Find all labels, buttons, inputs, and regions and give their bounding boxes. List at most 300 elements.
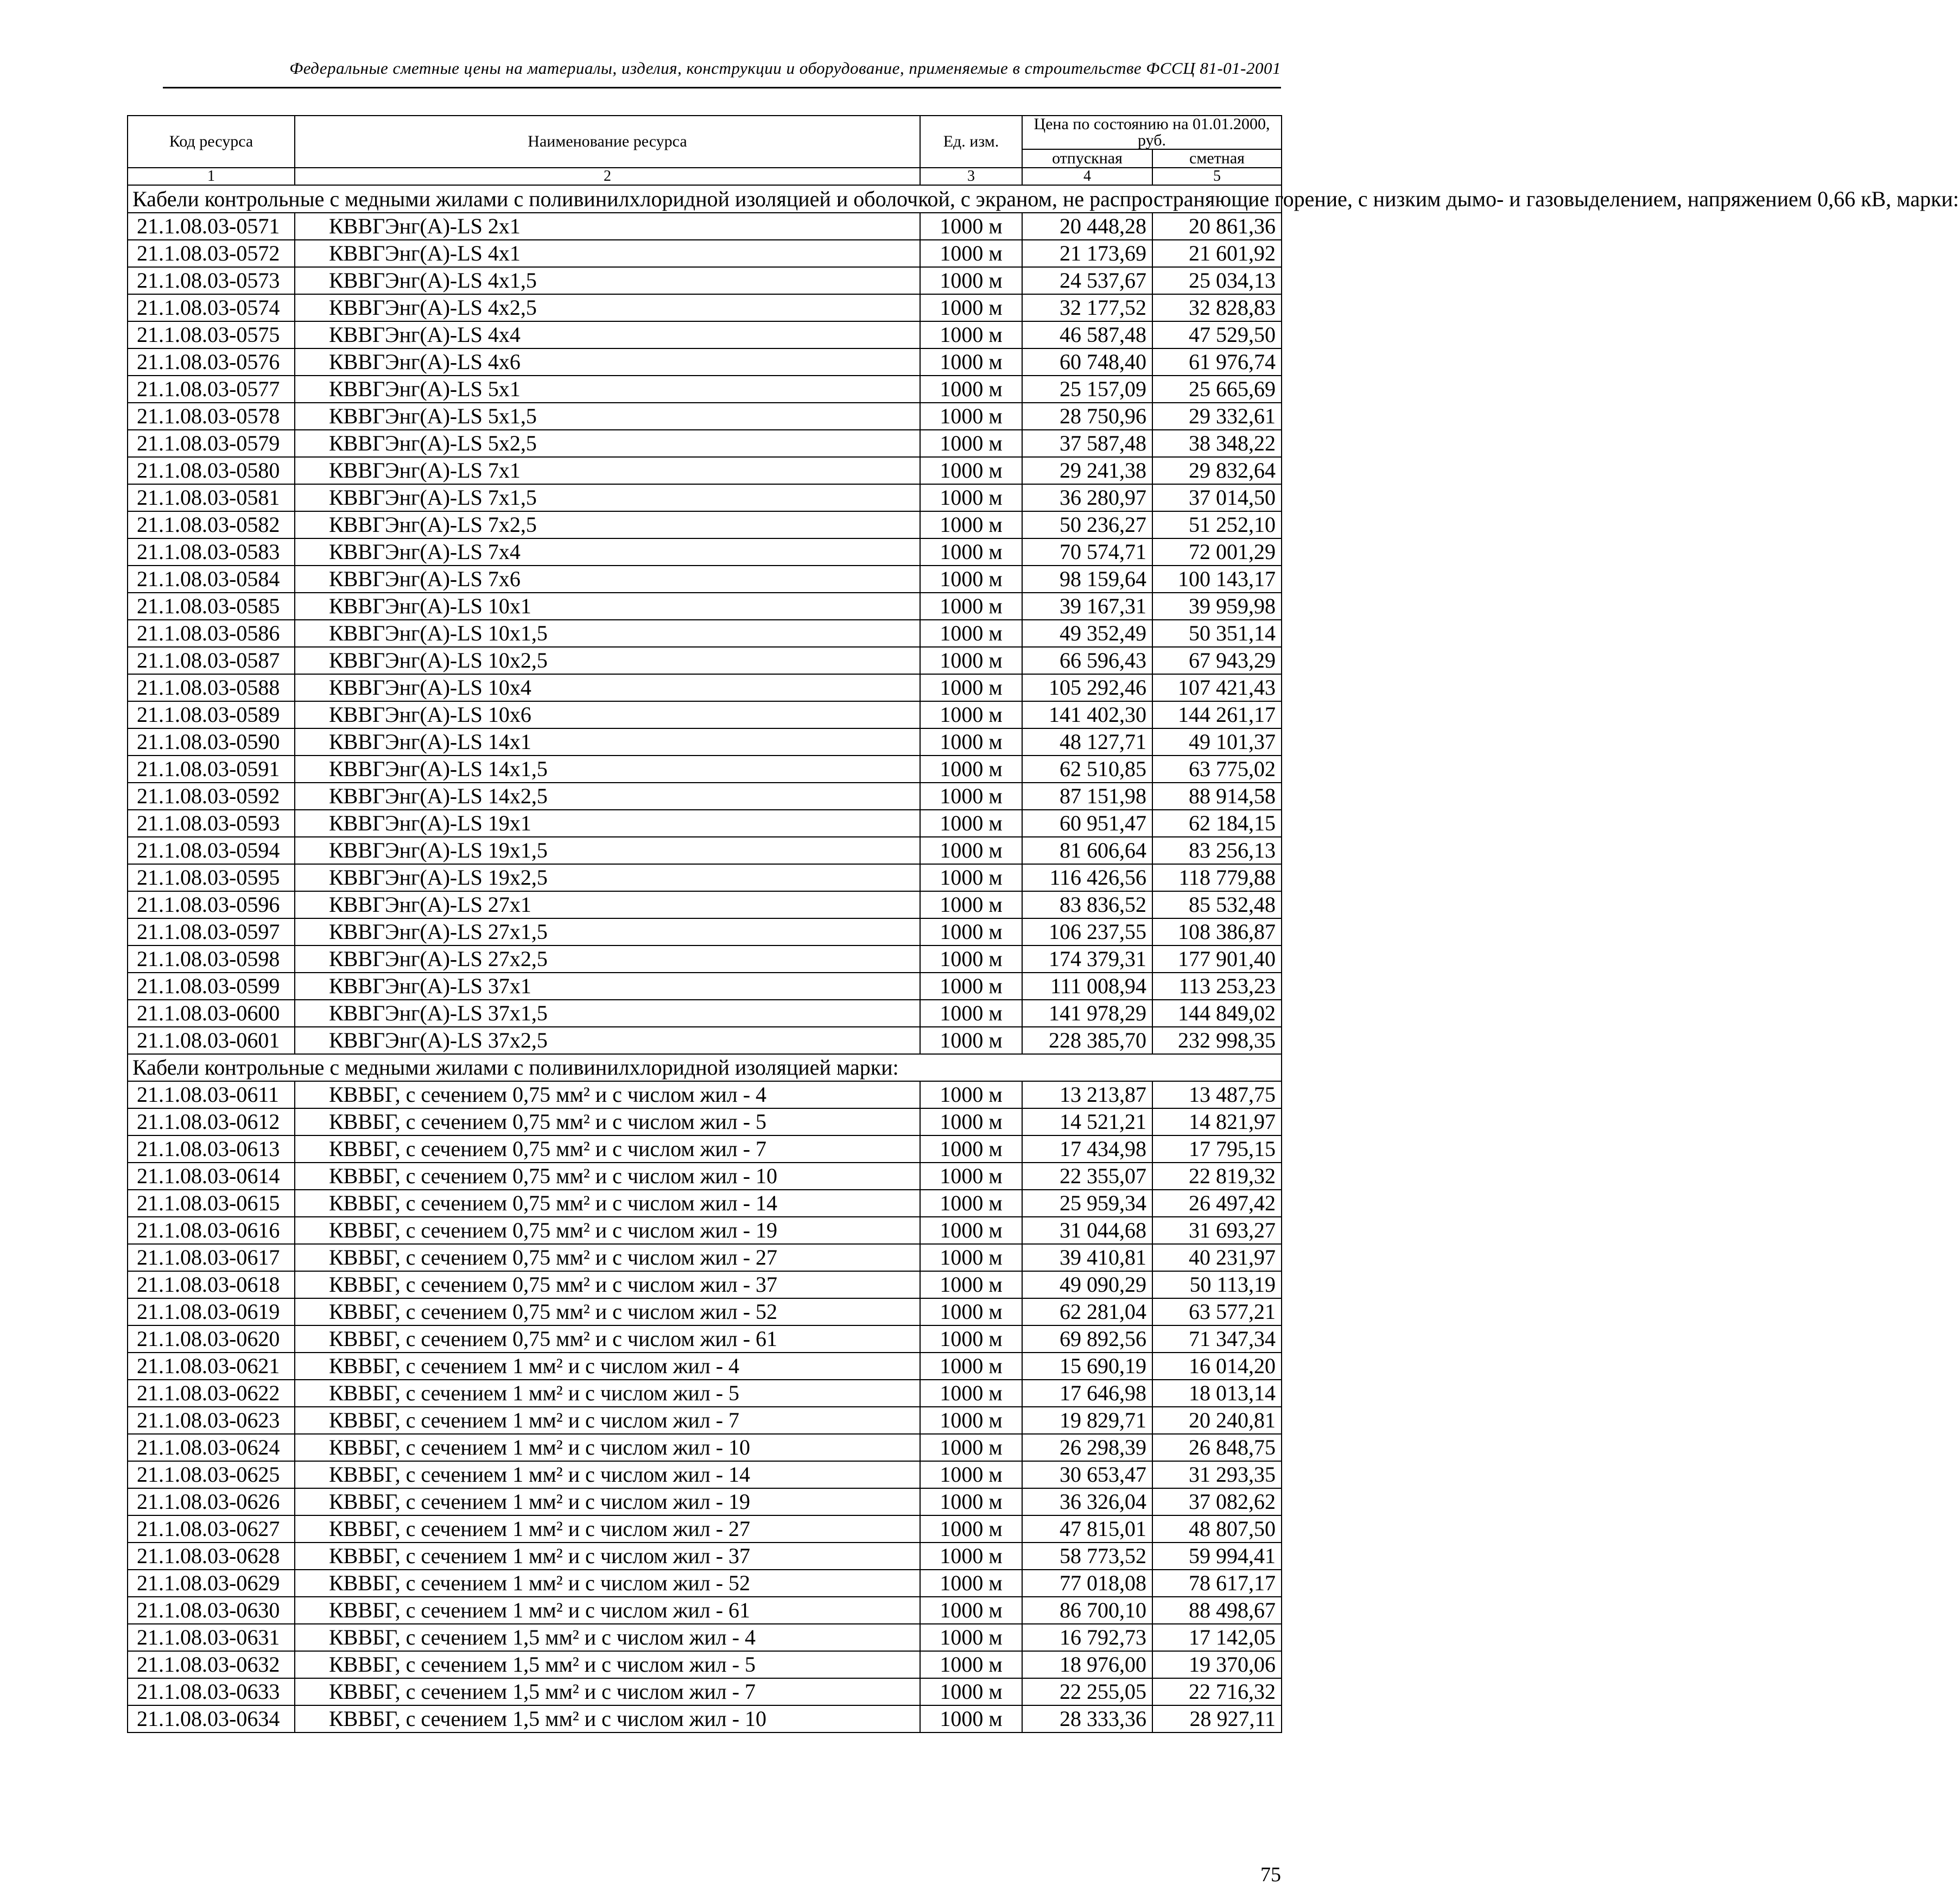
estimate-price: 22 819,32: [1152, 1163, 1282, 1190]
resource-unit: 1000 м: [920, 430, 1022, 457]
resource-code: 21.1.08.03-0620: [128, 1325, 295, 1353]
table-row: [128, 430, 1282, 457]
resource-unit: 1000 м: [920, 267, 1022, 294]
table-row: [128, 457, 1282, 484]
column-number: 2: [295, 168, 920, 185]
resource-code: 21.1.08.03-0626: [128, 1488, 295, 1515]
release-price: 69 892,56: [1022, 1325, 1152, 1353]
table-row: [128, 918, 1282, 945]
table-row: [128, 973, 1282, 1000]
release-price: 60 951,47: [1022, 810, 1152, 837]
release-price: 83 836,52: [1022, 891, 1152, 918]
resource-code: 21.1.08.03-0581: [128, 484, 295, 511]
resource-code: 21.1.08.03-0584: [128, 566, 295, 593]
resource-name: КВВГЭнг(A)-LS 19х1,5: [295, 837, 920, 864]
resource-unit: 1000 м: [920, 1190, 1022, 1217]
resource-unit: 1000 м: [920, 484, 1022, 511]
resource-code: 21.1.08.03-0600: [128, 1000, 295, 1027]
resource-code: 21.1.08.03-0631: [128, 1624, 295, 1651]
column-number: 1: [128, 168, 295, 185]
resource-name: КВВГЭнг(A)-LS 4х6: [295, 348, 920, 376]
resource-code: 21.1.08.03-0578: [128, 403, 295, 430]
resource-code: 21.1.08.03-0622: [128, 1380, 295, 1407]
resource-unit: 1000 м: [920, 348, 1022, 376]
estimate-price: 21 601,92: [1152, 240, 1282, 267]
estimate-price: 177 901,40: [1152, 945, 1282, 973]
resource-unit: 1000 м: [920, 674, 1022, 701]
resource-name: КВВГЭнг(A)-LS 19х2,5: [295, 864, 920, 891]
resource-name: КВВГЭнг(A)-LS 7х6: [295, 566, 920, 593]
resource-name: КВВГЭнг(A)-LS 27х1: [295, 891, 920, 918]
release-price: 25 959,34: [1022, 1190, 1152, 1217]
resource-code: 21.1.08.03-0580: [128, 457, 295, 484]
table-row: [128, 1515, 1282, 1543]
table-row: [128, 348, 1282, 376]
resource-code: 21.1.08.03-0614: [128, 1163, 295, 1190]
estimate-price: 29 332,61: [1152, 403, 1282, 430]
resource-code: 21.1.08.03-0596: [128, 891, 295, 918]
estimate-price: 144 849,02: [1152, 1000, 1282, 1027]
estimate-price: 49 101,37: [1152, 728, 1282, 756]
resource-code: 21.1.08.03-0625: [128, 1461, 295, 1488]
release-price: 15 690,19: [1022, 1353, 1152, 1380]
column-number: 3: [920, 168, 1022, 185]
resource-name: КВВГЭнг(A)-LS 4х2,5: [295, 294, 920, 321]
release-price: 28 333,36: [1022, 1705, 1152, 1732]
resource-name: КВВБГ, с сечением 0,75 мм² и с числом жил - 14: [295, 1190, 920, 1217]
estimate-price: 31 293,35: [1152, 1461, 1282, 1488]
release-price: 86 700,10: [1022, 1597, 1152, 1624]
resource-unit: 1000 м: [920, 1027, 1022, 1054]
table-row: [128, 1543, 1282, 1570]
table-row: [128, 376, 1282, 403]
column-number: 4: [1022, 168, 1152, 185]
resource-unit: 1000 м: [920, 1543, 1022, 1570]
release-price: 98 159,64: [1022, 566, 1152, 593]
estimate-price: 108 386,87: [1152, 918, 1282, 945]
table-row: [128, 647, 1282, 674]
resource-unit: 1000 м: [920, 701, 1022, 728]
resource-name: КВВГЭнг(A)-LS 37х2,5: [295, 1027, 920, 1054]
resource-name: КВВБГ, с сечением 1,5 мм² и с числом жил - 4: [295, 1624, 920, 1651]
estimate-price: 20 861,36: [1152, 213, 1282, 240]
resource-name: КВВГЭнг(A)-LS 27х1,5: [295, 918, 920, 945]
resource-code: 21.1.08.03-0590: [128, 728, 295, 756]
table-row: [128, 891, 1282, 918]
estimate-price: 113 253,23: [1152, 973, 1282, 1000]
table-row: [128, 1570, 1282, 1597]
table-row: [128, 1298, 1282, 1325]
resource-unit: 1000 м: [920, 1651, 1022, 1678]
table-row: [128, 593, 1282, 620]
table-row: [128, 511, 1282, 538]
resource-code: 21.1.08.03-0592: [128, 783, 295, 810]
release-price: 21 173,69: [1022, 240, 1152, 267]
resource-name: КВВБГ, с сечением 1 мм² и с числом жил - 19: [295, 1488, 920, 1515]
resource-unit: 1000 м: [920, 1353, 1022, 1380]
resource-code: 21.1.08.03-0582: [128, 511, 295, 538]
resource-name: КВВБГ, с сечением 1 мм² и с числом жил - 7: [295, 1407, 920, 1434]
resource-code: 21.1.08.03-0597: [128, 918, 295, 945]
resource-name: КВВБГ, с сечением 1,5 мм² и с числом жил - 7: [295, 1678, 920, 1705]
resource-name: КВВГЭнг(A)-LS 10х1,5: [295, 620, 920, 647]
table-row: [128, 1217, 1282, 1244]
resource-unit: 1000 м: [920, 1407, 1022, 1434]
release-price: 141 978,29: [1022, 1000, 1152, 1027]
estimate-price: 83 256,13: [1152, 837, 1282, 864]
table-row: [128, 1135, 1282, 1163]
resource-unit: 1000 м: [920, 1163, 1022, 1190]
table-row: [128, 1000, 1282, 1027]
release-price: 50 236,27: [1022, 511, 1152, 538]
estimate-price: 47 529,50: [1152, 321, 1282, 348]
estimate-price: 25 665,69: [1152, 376, 1282, 403]
resource-name: КВВГЭнг(A)-LS 5х1,5: [295, 403, 920, 430]
release-price: 70 574,71: [1022, 538, 1152, 566]
table-row: [128, 1380, 1282, 1407]
estimate-price: 63 775,02: [1152, 756, 1282, 783]
resource-name: КВВГЭнг(A)-LS 7х2,5: [295, 511, 920, 538]
resource-code: 21.1.08.03-0633: [128, 1678, 295, 1705]
release-price: 46 587,48: [1022, 321, 1152, 348]
table-row: [128, 1624, 1282, 1651]
release-price: 174 379,31: [1022, 945, 1152, 973]
release-price: 17 646,98: [1022, 1380, 1152, 1407]
estimate-price: 50 113,19: [1152, 1271, 1282, 1298]
release-price: 22 255,05: [1022, 1678, 1152, 1705]
table-row: [128, 1108, 1282, 1135]
release-price: 39 167,31: [1022, 593, 1152, 620]
table-row: [128, 294, 1282, 321]
release-price: 111 008,94: [1022, 973, 1152, 1000]
table-row: [128, 1271, 1282, 1298]
table-row: [128, 213, 1282, 240]
table-row: [128, 810, 1282, 837]
table-row: [128, 1597, 1282, 1624]
resource-name: КВВГЭнг(A)-LS 2х1: [295, 213, 920, 240]
resource-unit: 1000 м: [920, 1570, 1022, 1597]
resource-name: КВВБГ, с сечением 0,75 мм² и с числом жил - 7: [295, 1135, 920, 1163]
estimate-price: 18 013,14: [1152, 1380, 1282, 1407]
resource-name: КВВБГ, с сечением 0,75 мм² и с числом жил - 4: [295, 1081, 920, 1108]
resource-code: 21.1.08.03-0611: [128, 1081, 295, 1108]
table-row: [128, 620, 1282, 647]
resource-code: 21.1.08.03-0615: [128, 1190, 295, 1217]
estimate-price: 88 498,67: [1152, 1597, 1282, 1624]
release-price: 17 434,98: [1022, 1135, 1152, 1163]
header-unit: Ед. изм.: [920, 116, 1022, 168]
table-row: [128, 240, 1282, 267]
release-price: 36 280,97: [1022, 484, 1152, 511]
page-header-title: Федеральные сметные цены на материалы, изделия, конструкции и оборудование, применяемые в строительстве ФССЦ 81-01-2001: [289, 59, 1281, 78]
resource-code: 21.1.08.03-0617: [128, 1244, 295, 1271]
table-row: [128, 403, 1282, 430]
release-price: 47 815,01: [1022, 1515, 1152, 1543]
resource-name: КВВГЭнг(A)-LS 27х2,5: [295, 945, 920, 973]
resource-code: 21.1.08.03-0624: [128, 1434, 295, 1461]
resource-name: КВВГЭнг(A)-LS 4х1: [295, 240, 920, 267]
resource-unit: 1000 м: [920, 1081, 1022, 1108]
resource-unit: 1000 м: [920, 810, 1022, 837]
resource-name: КВВБГ, с сечением 1 мм² и с числом жил - 5: [295, 1380, 920, 1407]
resource-code: 21.1.08.03-0587: [128, 647, 295, 674]
release-price: 28 750,96: [1022, 403, 1152, 430]
resource-name: КВВГЭнг(A)-LS 4х4: [295, 321, 920, 348]
estimate-price: 61 976,74: [1152, 348, 1282, 376]
resource-name: КВВГЭнг(A)-LS 14х2,5: [295, 783, 920, 810]
resource-name: КВВБГ, с сечением 0,75 мм² и с числом жил - 27: [295, 1244, 920, 1271]
release-price: 39 410,81: [1022, 1244, 1152, 1271]
resource-unit: 1000 м: [920, 457, 1022, 484]
release-price: 81 606,64: [1022, 837, 1152, 864]
table-row: [128, 728, 1282, 756]
estimate-price: 14 821,97: [1152, 1108, 1282, 1135]
estimate-price: 72 001,29: [1152, 538, 1282, 566]
release-price: 20 448,28: [1022, 213, 1152, 240]
release-price: 116 426,56: [1022, 864, 1152, 891]
estimate-price: 67 943,29: [1152, 647, 1282, 674]
resource-code: 21.1.08.03-0634: [128, 1705, 295, 1732]
resource-unit: 1000 м: [920, 837, 1022, 864]
release-price: 24 537,67: [1022, 267, 1152, 294]
resource-code: 21.1.08.03-0612: [128, 1108, 295, 1135]
resource-unit: 1000 м: [920, 1488, 1022, 1515]
resource-code: 21.1.08.03-0586: [128, 620, 295, 647]
release-price: 36 326,04: [1022, 1488, 1152, 1515]
release-price: 30 653,47: [1022, 1461, 1152, 1488]
resource-code: 21.1.08.03-0589: [128, 701, 295, 728]
estimate-price: 51 252,10: [1152, 511, 1282, 538]
resource-code: 21.1.08.03-0574: [128, 294, 295, 321]
resource-name: КВВБГ, с сечением 0,75 мм² и с числом жил - 52: [295, 1298, 920, 1325]
resource-name: КВВГЭнг(A)-LS 19х1: [295, 810, 920, 837]
estimate-price: 39 959,98: [1152, 593, 1282, 620]
resource-code: 21.1.08.03-0595: [128, 864, 295, 891]
resource-code: 21.1.08.03-0613: [128, 1135, 295, 1163]
resource-name: КВВГЭнг(A)-LS 14х1,5: [295, 756, 920, 783]
resource-unit: 1000 м: [920, 756, 1022, 783]
resource-name: КВВГЭнг(A)-LS 4х1,5: [295, 267, 920, 294]
table-row: [128, 1488, 1282, 1515]
resource-name: КВВГЭнг(A)-LS 5х1: [295, 376, 920, 403]
resource-code: 21.1.08.03-0588: [128, 674, 295, 701]
release-price: 18 976,00: [1022, 1651, 1152, 1678]
table-row: [128, 1027, 1282, 1054]
resource-code: 21.1.08.03-0629: [128, 1570, 295, 1597]
price-table: [127, 115, 1959, 1733]
release-price: 105 292,46: [1022, 674, 1152, 701]
resource-unit: 1000 м: [920, 1434, 1022, 1461]
resource-name: КВВБГ, с сечением 1,5 мм² и с числом жил - 10: [295, 1705, 920, 1732]
resource-unit: 1000 м: [920, 1244, 1022, 1271]
resource-name: КВВГЭнг(A)-LS 10х4: [295, 674, 920, 701]
header-estimate-price: сметная: [1152, 149, 1282, 168]
resource-code: 21.1.08.03-0572: [128, 240, 295, 267]
resource-unit: 1000 м: [920, 891, 1022, 918]
table-row: [128, 484, 1282, 511]
table-row: [128, 1190, 1282, 1217]
estimate-price: 40 231,97: [1152, 1244, 1282, 1271]
table-row: [128, 1461, 1282, 1488]
estimate-price: 37 082,62: [1152, 1488, 1282, 1515]
resource-name: КВВБГ, с сечением 1 мм² и с числом жил - 4: [295, 1353, 920, 1380]
estimate-price: 48 807,50: [1152, 1515, 1282, 1543]
resource-code: 21.1.08.03-0573: [128, 267, 295, 294]
resource-unit: 1000 м: [920, 783, 1022, 810]
release-price: 228 385,70: [1022, 1027, 1152, 1054]
resource-unit: 1000 м: [920, 1135, 1022, 1163]
table-row: [128, 1081, 1282, 1108]
resource-name: КВВГЭнг(A)-LS 37х1,5: [295, 1000, 920, 1027]
resource-name: КВВБГ, с сечением 1 мм² и с числом жил - 61: [295, 1597, 920, 1624]
header-rule: [163, 87, 1281, 88]
resource-name: КВВГЭнг(A)-LS 5х2,5: [295, 430, 920, 457]
release-price: 49 090,29: [1022, 1271, 1152, 1298]
estimate-price: 29 832,64: [1152, 457, 1282, 484]
table-row: [128, 1244, 1282, 1271]
resource-name: КВВБГ, с сечением 1 мм² и с числом жил - 10: [295, 1434, 920, 1461]
resource-unit: 1000 м: [920, 918, 1022, 945]
resource-unit: 1000 м: [920, 511, 1022, 538]
resource-code: 21.1.08.03-0579: [128, 430, 295, 457]
resource-unit: 1000 м: [920, 945, 1022, 973]
resource-code: 21.1.08.03-0623: [128, 1407, 295, 1434]
resource-name: КВВБГ, с сечением 1 мм² и с числом жил - 37: [295, 1543, 920, 1570]
resource-unit: 1000 м: [920, 1000, 1022, 1027]
resource-unit: 1000 м: [920, 1271, 1022, 1298]
release-price: 26 298,39: [1022, 1434, 1152, 1461]
table-row: [128, 701, 1282, 728]
table-row: [128, 1353, 1282, 1380]
resource-code: 21.1.08.03-0575: [128, 321, 295, 348]
resource-name: КВВГЭнг(A)-LS 10х6: [295, 701, 920, 728]
release-price: 49 352,49: [1022, 620, 1152, 647]
resource-unit: 1000 м: [920, 593, 1022, 620]
release-price: 22 355,07: [1022, 1163, 1152, 1190]
release-price: 48 127,71: [1022, 728, 1152, 756]
estimate-price: 107 421,43: [1152, 674, 1282, 701]
release-price: 62 510,85: [1022, 756, 1152, 783]
release-price: 13 213,87: [1022, 1081, 1152, 1108]
estimate-price: 31 693,27: [1152, 1217, 1282, 1244]
header-name: Наименование ресурса: [295, 116, 920, 168]
estimate-price: 50 351,14: [1152, 620, 1282, 647]
header-price-group: Цена по состоянию на 01.01.2000, руб.: [1022, 116, 1282, 149]
estimate-price: 17 142,05: [1152, 1624, 1282, 1651]
resource-unit: 1000 м: [920, 620, 1022, 647]
resource-unit: 1000 м: [920, 1515, 1022, 1543]
resource-unit: 1000 м: [920, 1108, 1022, 1135]
estimate-price: 59 994,41: [1152, 1543, 1282, 1570]
resource-unit: 1000 м: [920, 1380, 1022, 1407]
resource-name: КВВБГ, с сечением 1 мм² и с числом жил - 27: [295, 1515, 920, 1543]
resource-unit: 1000 м: [920, 1678, 1022, 1705]
resource-name: КВВБГ, с сечением 0,75 мм² и с числом жил - 19: [295, 1217, 920, 1244]
table-row: [128, 267, 1282, 294]
table-row: [128, 783, 1282, 810]
table-row: [128, 538, 1282, 566]
resource-name: КВВГЭнг(A)-LS 10х1: [295, 593, 920, 620]
resource-name: КВВГЭнг(A)-LS 7х4: [295, 538, 920, 566]
estimate-price: 28 927,11: [1152, 1705, 1282, 1732]
header-release-price: отпускная: [1022, 149, 1152, 168]
resource-code: 21.1.08.03-0598: [128, 945, 295, 973]
release-price: 58 773,52: [1022, 1543, 1152, 1570]
resource-code: 21.1.08.03-0616: [128, 1217, 295, 1244]
resource-name: КВВБГ, с сечением 1 мм² и с числом жил - 52: [295, 1570, 920, 1597]
estimate-price: 232 998,35: [1152, 1027, 1282, 1054]
table-row: [128, 1678, 1282, 1705]
release-price: 37 587,48: [1022, 430, 1152, 457]
release-price: 31 044,68: [1022, 1217, 1152, 1244]
release-price: 66 596,43: [1022, 647, 1152, 674]
release-price: 77 018,08: [1022, 1570, 1152, 1597]
header-code: Код ресурса: [128, 116, 295, 168]
resource-code: 21.1.08.03-0577: [128, 376, 295, 403]
release-price: 14 521,21: [1022, 1108, 1152, 1135]
release-price: 106 237,55: [1022, 918, 1152, 945]
table-row: [128, 1325, 1282, 1353]
resource-unit: 1000 м: [920, 1461, 1022, 1488]
resource-unit: 1000 м: [920, 321, 1022, 348]
resource-code: 21.1.08.03-0576: [128, 348, 295, 376]
group-title: Кабели контрольные с медными жилами с поливинилхлоридной изоляцией марки:: [128, 1054, 1282, 1081]
resource-code: 21.1.08.03-0627: [128, 1515, 295, 1543]
resource-unit: 1000 м: [920, 294, 1022, 321]
resource-unit: 1000 м: [920, 1217, 1022, 1244]
resource-name: КВВГЭнг(A)-LS 37х1: [295, 973, 920, 1000]
resource-unit: 1000 м: [920, 538, 1022, 566]
table-row: [128, 837, 1282, 864]
resource-code: 21.1.08.03-0599: [128, 973, 295, 1000]
resource-name: КВВБГ, с сечением 0,75 мм² и с числом жил - 10: [295, 1163, 920, 1190]
resource-code: 21.1.08.03-0621: [128, 1353, 295, 1380]
estimate-price: 19 370,06: [1152, 1651, 1282, 1678]
estimate-price: 37 014,50: [1152, 484, 1282, 511]
resource-unit: 1000 м: [920, 1705, 1022, 1732]
resource-code: 21.1.08.03-0630: [128, 1597, 295, 1624]
release-price: 60 748,40: [1022, 348, 1152, 376]
estimate-price: 26 848,75: [1152, 1434, 1282, 1461]
resource-name: КВВГЭнг(A)-LS 14х1: [295, 728, 920, 756]
estimate-price: 38 348,22: [1152, 430, 1282, 457]
table-row: [128, 864, 1282, 891]
resource-unit: 1000 м: [920, 376, 1022, 403]
release-price: 87 151,98: [1022, 783, 1152, 810]
estimate-price: 20 240,81: [1152, 1407, 1282, 1434]
column-number: 5: [1152, 168, 1282, 185]
table-row: [128, 1651, 1282, 1678]
estimate-price: 88 914,58: [1152, 783, 1282, 810]
release-price: 19 829,71: [1022, 1407, 1152, 1434]
table-row: [128, 1407, 1282, 1434]
resource-code: 21.1.08.03-0594: [128, 837, 295, 864]
table-row: [128, 1163, 1282, 1190]
resource-code: 21.1.08.03-0618: [128, 1271, 295, 1298]
resource-unit: 1000 м: [920, 1624, 1022, 1651]
estimate-price: 62 184,15: [1152, 810, 1282, 837]
estimate-price: 100 143,17: [1152, 566, 1282, 593]
estimate-price: 85 532,48: [1152, 891, 1282, 918]
resource-code: 21.1.08.03-0601: [128, 1027, 295, 1054]
resource-unit: 1000 м: [920, 213, 1022, 240]
resource-unit: 1000 м: [920, 973, 1022, 1000]
resource-unit: 1000 м: [920, 566, 1022, 593]
resource-code: 21.1.08.03-0591: [128, 756, 295, 783]
resource-name: КВВБГ, с сечением 0,75 мм² и с числом жил - 5: [295, 1108, 920, 1135]
resource-code: 21.1.08.03-0583: [128, 538, 295, 566]
table-row: [128, 566, 1282, 593]
